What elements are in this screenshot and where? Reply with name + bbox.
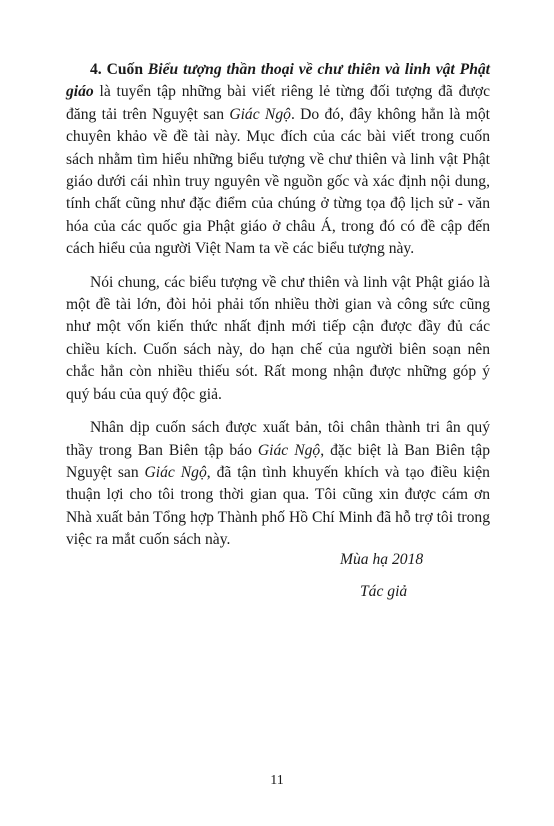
- magazine-name-2: Giác Ngộ: [144, 463, 207, 481]
- paragraph-2: [66, 272, 490, 406]
- page-body: [66, 59, 490, 552]
- item-number: 4. Cuốn: [90, 61, 148, 78]
- signature-date: Mùa hạ 2018: [340, 551, 424, 568]
- paragraph-3-text-b: , đặc biệt là Ban Biên tập Nguyệt san: [66, 441, 490, 481]
- paragraph-1-text-b: . Do đó, đây không hẳn là một chuyên khảo về đề tài này. Mục đích của các bài viết trong cuốn sách nhằm tìm hiểu những biểu tượng về chư thiên và linh vật Phật giáo dưới cái nhìn truy nguyên về nguồn gốc và xác định nội dung, tính chất cũng như đặc điểm của chúng ở từng tọa độ lịch sử - văn hóa của các quốc gia Phật giáo ở châu Á, trong đó có đề cập đến cách hiểu của người Việt Nam ta về các biểu tượng này.: [66, 105, 490, 258]
- paragraph-3-text-c: , đã tận tình khuyến khích và tạo điều kiện thuận lợi cho tôi trong thời gian qua. Tôi cũng xin được cám ơn Nhà xuất bản Tổng hợp Thành phố Hồ Chí Minh đã hỗ trợ tôi trong việc ra mắt cuốn sách này.: [66, 463, 490, 549]
- paragraph-3: [66, 417, 490, 551]
- signature-author: Tác giả: [360, 583, 408, 600]
- paragraph-1: [66, 59, 490, 261]
- paragraph-3-text-a: Nhân dịp cuốn sách được xuất bản, tôi chân thành tri ân quý thầy trong Ban Biên tập báo: [66, 419, 490, 459]
- magazine-name: Giác Ngộ: [229, 105, 291, 123]
- book-title: Biểu tượng thần thoại về chư thiên và linh vật Phật giáo: [66, 61, 490, 101]
- paragraph-2-text: Nói chung, các biểu tượng về chư thiên và linh vật Phật giáo là một đề tài lớn, đòi hỏi phải tốn nhiều thời gian và công sức cũng như một vốn kiến thức nhất định mới tiếp cận được đầy đủ các chiều kích. Cuốn sách này, do hạn chế của người biên soạn nên chắc hẳn còn nhiều thiếu sót. Rất mong nhận được những góp ý quý báu của quý độc giả.: [66, 273, 490, 403]
- paragraph-1-text-a: là tuyển tập những bài viết riêng lẻ từng đối tượng đã được đăng tải trên Nguyệt san: [66, 83, 490, 123]
- newspaper-name: Giác Ngộ: [257, 441, 321, 459]
- page-number: 11: [270, 773, 284, 788]
